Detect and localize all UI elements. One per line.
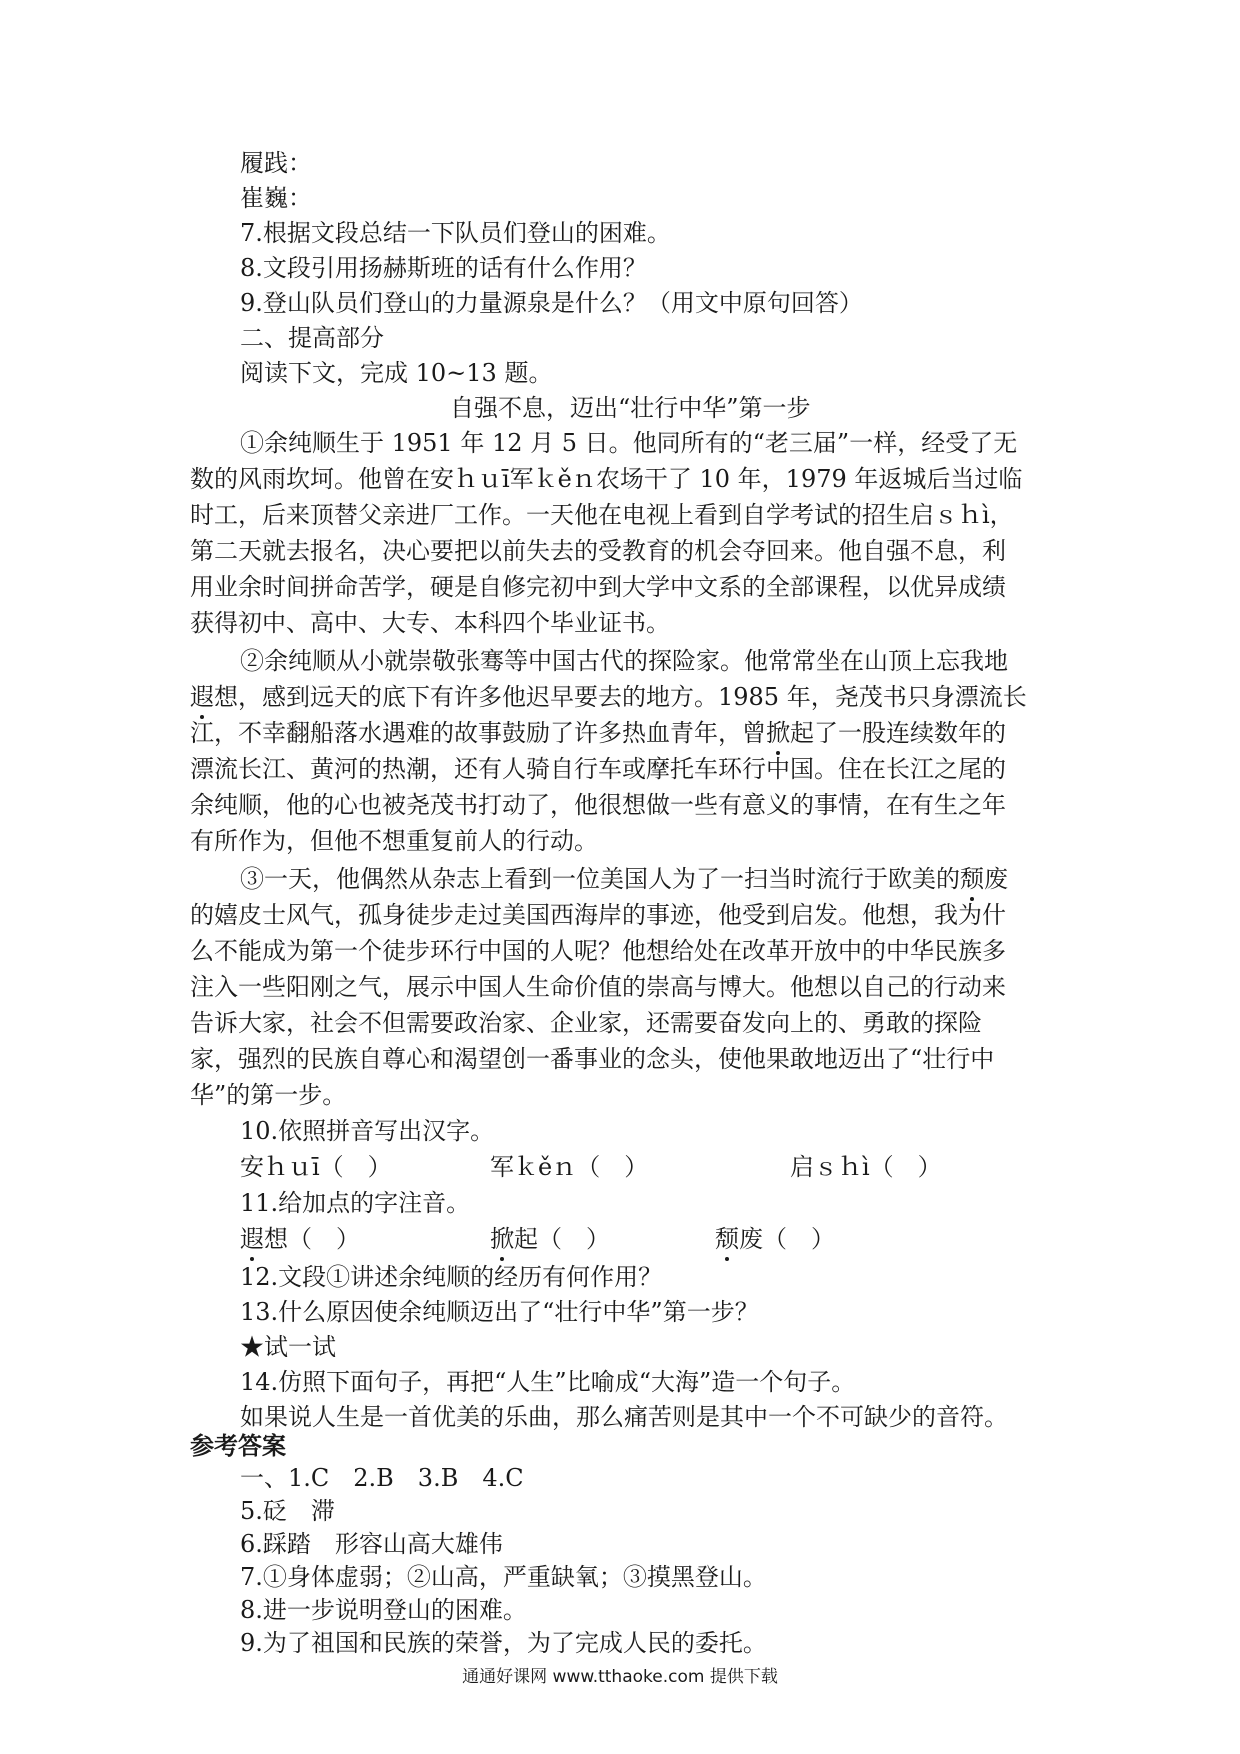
q11-item: 颓废（ ） [715, 1225, 835, 1253]
article-p2-line: 有所作为，但他不想重复前人的行动。 [190, 827, 598, 855]
question-12: 12.文段①讲述余纯顺的经历有何作用？ [240, 1263, 663, 1291]
article-p3-line: 的嬉皮士风气，孤身徒步走过美国西海岸的事迹，他受到启发。他想，我为什 [190, 901, 1006, 929]
answer-line: 5.砭 滞 [240, 1497, 335, 1525]
article-p3-line: 华”的第一步。 [190, 1081, 347, 1109]
section-heading-part2: 二、提高部分 [240, 324, 384, 352]
answers-heading: 参考答案 [190, 1431, 286, 1460]
article-p3-line: 么不能成为第一个徒步环行中国的人呢？他想给处在改革开放中的中华民族多 [190, 937, 1006, 965]
question-11: 11.给加点的字注音。 [240, 1189, 471, 1217]
emphasis-dot-char: 遐 [240, 1225, 264, 1253]
emphasis-dot-char: 掀 [766, 719, 790, 747]
article-p1-line: ①余纯顺生于 1951 年 12 月 5 日。他同所有的“老三届”一样，经受了无 [240, 429, 1018, 457]
article-p2-line: ②余纯顺从小就崇敬张骞等中国古代的探险家。他常常坐在山顶上忘我地 [240, 647, 1008, 675]
q10-item: 启ｓｈì（ ） [790, 1153, 942, 1181]
article-p3-line: 告诉大家，社会不但需要政治家、企业家，还需要奋发向上的、勇敢的探险 [190, 1009, 982, 1037]
q11-item: 遐想（ ） [240, 1225, 360, 1253]
question-7: 7.根据文段总结一下队员们登山的困难。 [240, 219, 671, 247]
article-p1-line: 时工，后来顶替父亲进厂工作。一天他在电视上看到自学考试的招生启ｓｈì， [190, 501, 1014, 529]
article-p2-line: 漂流长江、黄河的热潮，还有人骑自行车或摩托车环行中国。住在长江之尾的 [190, 755, 1006, 783]
answer-line: 8.进一步说明登山的困难。 [240, 1596, 527, 1624]
article-p1-line: 用业余时间拼命苦学，硬是自修完初中到大学中文系的全部课程，以优异成绩 [190, 573, 1006, 601]
article-p3-line: 注入一些阳刚之气，展示中国人生命价值的崇高与博大。他想以自己的行动来 [190, 973, 1006, 1001]
line-lvjian: 履践： [240, 149, 312, 177]
article-p1-line: 获得初中、高中、大专、本科四个毕业证书。 [190, 609, 670, 637]
question-14-example: 如果说人生是一首优美的乐曲，那么痛苦则是其中一个不可缺少的音符。 [240, 1403, 1008, 1431]
article-p2-line: 余纯顺，他的心也被尧茂书打动了，他很想做一些有意义的事情，在有生之年 [190, 791, 1006, 819]
question-14: 14.仿照下面句子，再把“人生”比喻成“大海”造一个句子。 [240, 1368, 856, 1396]
try-heading: ★试一试 [240, 1333, 336, 1361]
article-p1-line: 数的风雨坎坷。他曾在安ｈｕī军ｋěｎ农场干了 10 年，1979 年返城后当过临 [190, 465, 1023, 493]
answer-line: 一、1.C 2.B 3.B 4.C [240, 1464, 524, 1492]
article-p3-line: 家，强烈的民族自尊心和渴望创一番事业的念头，使他果敢地迈出了“壮行中 [190, 1045, 995, 1073]
reading-instruction: 阅读下文，完成 10~13 题。 [240, 359, 553, 387]
answer-line: 9.为了祖国和民族的荣誉，为了完成人民的委托。 [240, 1629, 767, 1657]
footer-credit: 通通好课网 www.tthaoke.com 提供下载 [462, 1667, 778, 1687]
question-13: 13.什么原因使余纯顺迈出了“壮行中华”第一步？ [240, 1298, 759, 1326]
answer-line: 6.踩踏 形容山高大雄伟 [240, 1530, 503, 1558]
line-cuiwei: 崔巍： [240, 184, 312, 212]
question-10: 10.依照拼音写出汉字。 [240, 1117, 495, 1145]
answer-line: 7.①身体虚弱；②山高，严重缺氧；③摸黑登山。 [240, 1563, 767, 1591]
article-p3-line: ③一天，他偶然从杂志上看到一位美国人为了一扫当时流行于欧美的颓废 [240, 865, 1008, 893]
q10-item: 军ｋěｎ（ ） [490, 1153, 649, 1181]
emphasis-dot-char: 遐 [190, 683, 214, 711]
emphasis-dot-char: 掀 [490, 1225, 514, 1253]
article-title: 自强不息，迈出“壮行中华”第一步 [450, 394, 811, 422]
q11-item: 掀起（ ） [490, 1225, 610, 1253]
question-8: 8.文段引用扬赫斯班的话有什么作用？ [240, 254, 647, 282]
question-9: 9.登山队员们登山的力量源泉是什么？（用文中原句回答） [240, 289, 863, 317]
emphasis-dot-char: 颓 [960, 865, 984, 893]
article-p2-line: 江，不幸翻船落水遇难的故事鼓励了许多热血青年，曾掀起了一股连续数年的 [190, 719, 1006, 747]
q10-item: 安ｈｕī（ ） [240, 1153, 392, 1181]
article-p2-line: 遐想，感到远天的底下有许多他迟早要去的地方。1985 年，尧茂书只身漂流长 [190, 683, 1027, 711]
article-p1-line: 第二天就去报名，决心要把以前失去的受教育的机会夺回来。他自强不息，利 [190, 537, 1006, 565]
emphasis-dot-char: 颓 [715, 1225, 739, 1253]
